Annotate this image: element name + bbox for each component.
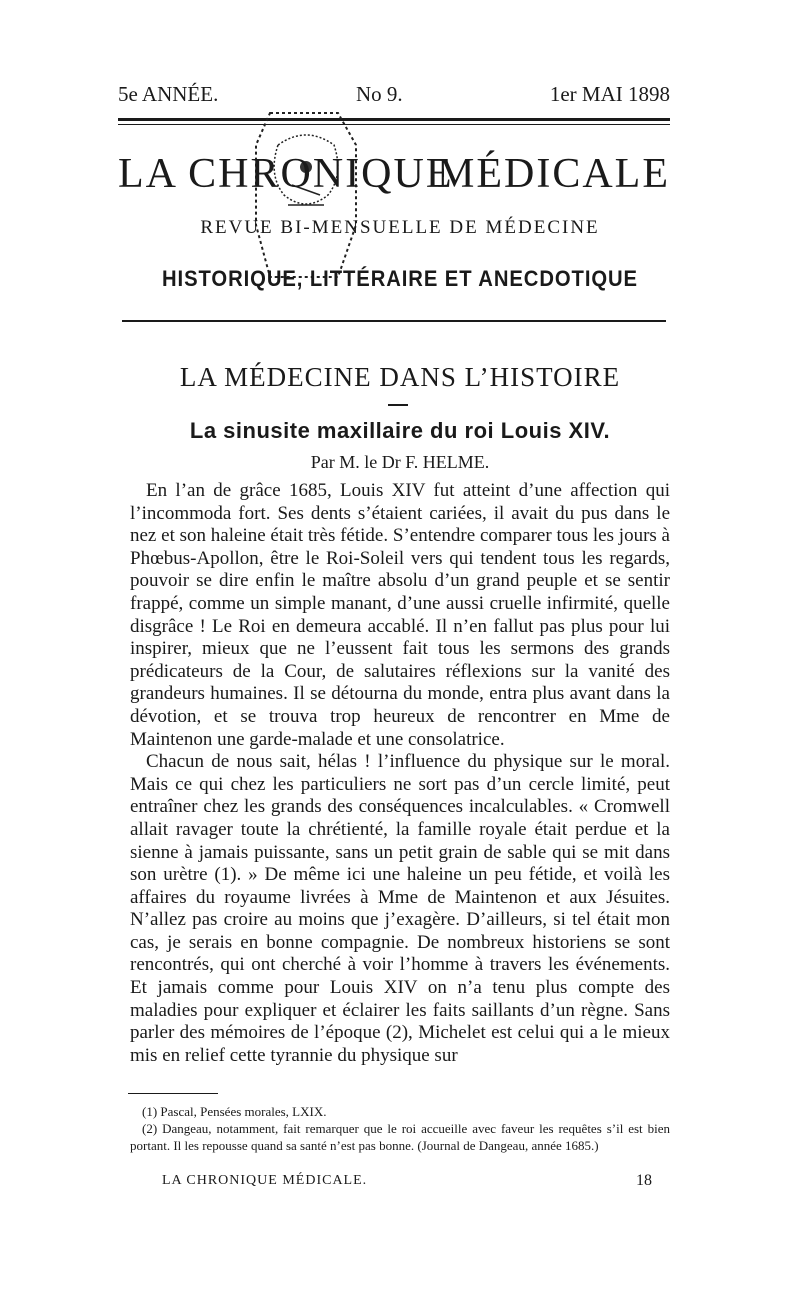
- footnote: (2) Dangeau, notamment, fait remarquer que le roi accueille avec faveur les requêtes s’il est bien portant. Il les repousse quand sa santé n’est pas bonne. (Journal de Dangeau, année 1685.): [130, 1121, 670, 1153]
- footnotes: [130, 1103, 670, 1154]
- article-body: [130, 480, 670, 1067]
- footnote: (1) Pascal, Pensées morales, LXIX.: [142, 1104, 327, 1119]
- journal-title-left: LA CHRONIQUE: [118, 151, 454, 197]
- issue-year: 5e ANNÉE.: [118, 82, 219, 106]
- journal-subtitle-2: HISTORIQUE, LITTÉRAIRE ET ANECDOTIQUE: [162, 266, 638, 291]
- section-dash: [388, 404, 408, 406]
- page-footer: [162, 1173, 652, 1189]
- footer-journal: LA CHRONIQUE MÉDICALE.: [162, 1173, 368, 1188]
- header-rule: [118, 118, 670, 121]
- issue-number: No 9.: [356, 82, 403, 106]
- section-title: LA MÉDECINE DANS L’HISTOIRE: [179, 362, 621, 392]
- header-rule-thin: [118, 124, 670, 125]
- footnote-rule: [128, 1093, 218, 1094]
- paragraph: Chacun de nous sait, hélas ! l’influence du physique sur le moral. Mais ce qui chez les particuliers ne sort pas d’un cercle limité, peut entraîner chez les grands des conséquences incalculables. « Cromwell allait ravager toute la chrétienté, la famille royale était perdue et la sienne à jamais puissante, sans un petit grain de sable qui se mit dans son urètre (1). » De même ici une haleine un peu fétide, et voilà les affaires du royaume livrées à Mme de Maintenon et aux Jésuites. N’allez pas croire au moins que j’exagère. D’ailleurs, si tel était mon cas, je serais en bonne compagnie. De nombreux historiens se sont rencontrés, qui ont cherché à voir l’homme à travers les événements. Et jamais comme pour Louis XIV on n’a tenu plus compte des maladies pour expliquer et éclairer les faits saillants d’un règne. Sans parler des mémoires de l’époque (2), Michelet est celui qui a le mieux mis en relief cette tyrannie du physique sur: [130, 751, 670, 1066]
- journal-title-right: MÉDICALE: [437, 151, 670, 197]
- journal-subtitle: REVUE BI-MENSUELLE DE MÉDECINE: [200, 217, 600, 238]
- masthead-rule: [122, 320, 666, 322]
- page-number: 18: [636, 1172, 652, 1189]
- article-title: La sinusite maxillaire du roi Louis XIV.: [189, 418, 611, 443]
- issue-date: 1er MAI 1898: [549, 82, 670, 106]
- article-author: Par M. le Dr F. HELME.: [310, 452, 490, 472]
- paragraph: En l’an de grâce 1685, Louis XIV fut atteint d’une affection qui l’incommoda fort. Ses dents s’étaient cariées, il avait du pus dans le nez et son haleine était très fétide. S’entendre comparer tous les jours à Phœbus-Apollon, être le Roi-Soleil vers qui tendent tous les regards, pouvoir se dire enfin le maître absolu d’un grand peuple et se sentir frappé, comme un simple manant, d’une aussi cruelle infirmité, quelle disgrâce ! Le Roi en demeura accablé. Il n’en fallut pas plus pour lui inspirer, mieux que ne l’eussent fait tous les sermons des grands prédicateurs de la Cour, de salutaires réflexions sur la vanité des grandeurs humaines. Il se détourna du monde, entra plus avant dans la dévotion, et se trouva trop heureux de rencontrer en Mme de Maintenon une garde-malade et une consolatrice.: [130, 480, 670, 750]
